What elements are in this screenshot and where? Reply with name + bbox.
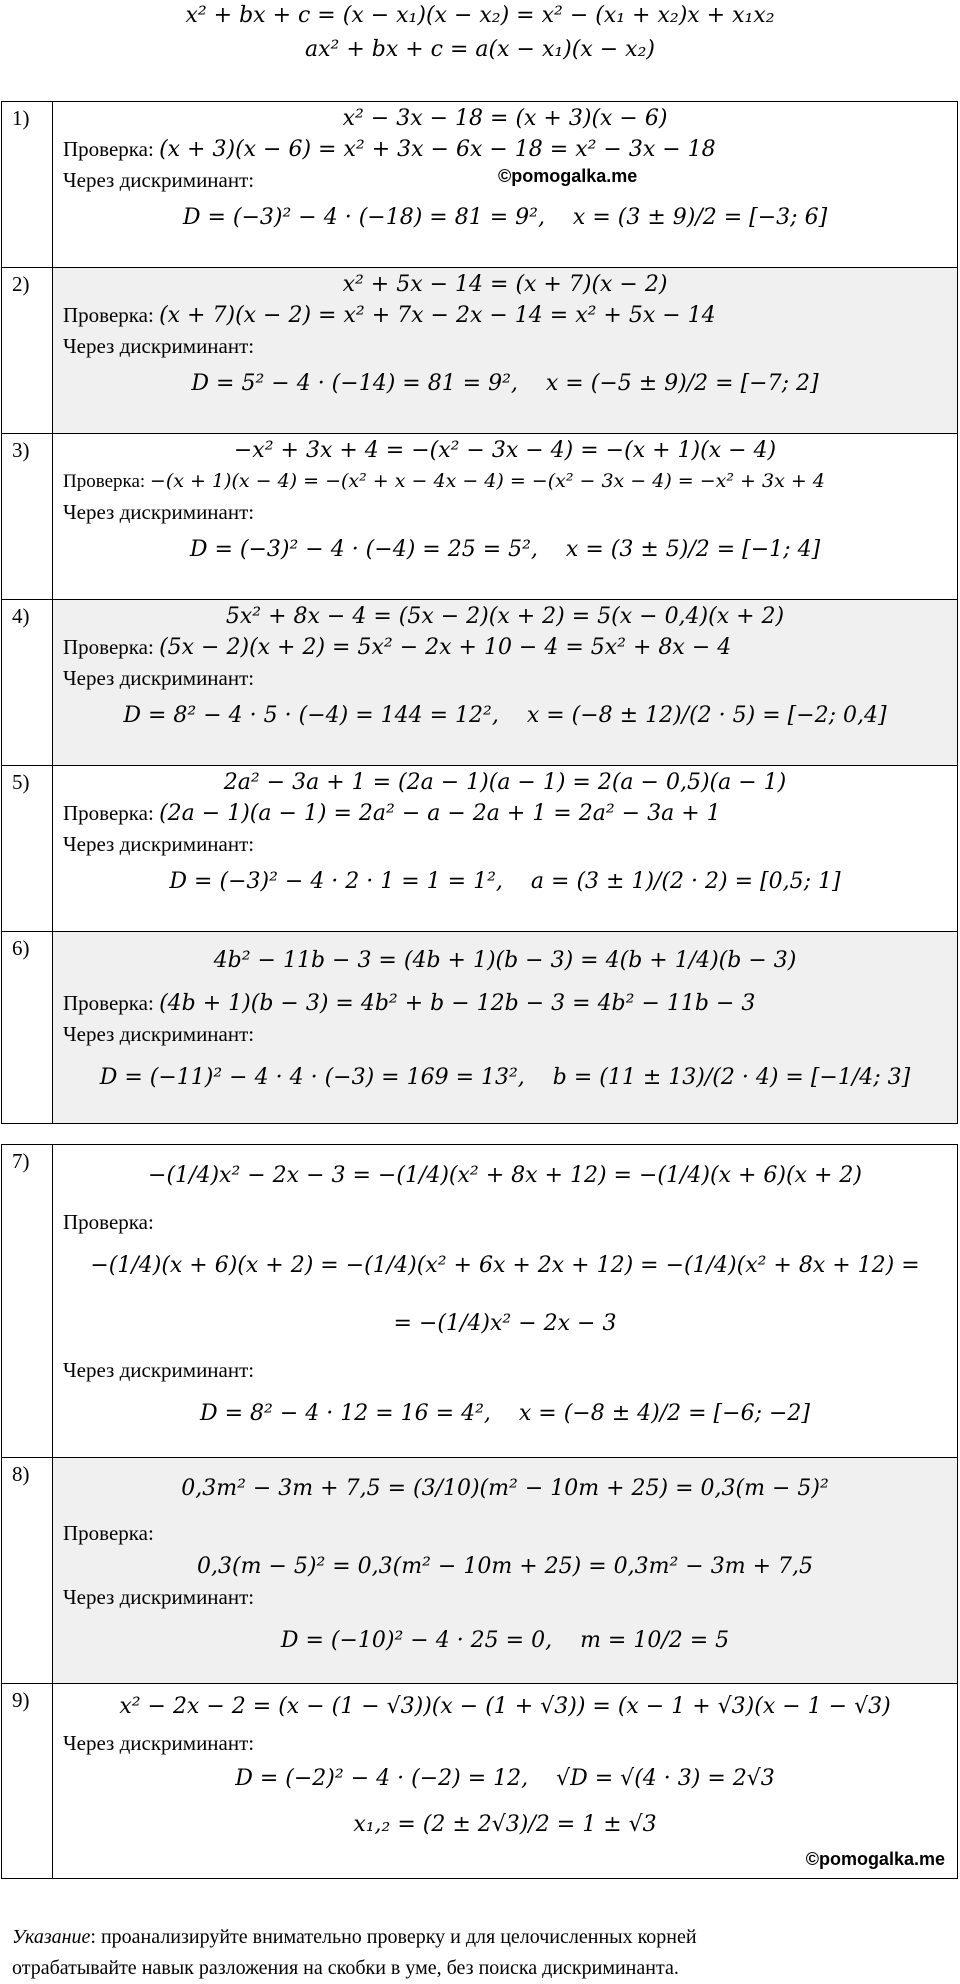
disc-label: Через дискриминант:: [63, 1358, 255, 1382]
check-expr: −(x + 1)(x − 4) = −(x² + x − 4x − 4) = −(x² − 3x − 4) = −x² + 3x + 4: [149, 470, 825, 492]
check-label: Проверка:: [63, 137, 154, 161]
solution-expr: x₁,₂ = (2 ± 2√3)/2 = 1 ± √3: [353, 1812, 657, 1837]
watermark: ©pomogalka.me: [805, 1849, 945, 1869]
check-expr: (x + 7)(x − 2) = x² + 7x − 2x − 14 = x² + 5x − 14: [159, 303, 716, 328]
problem-number: 4): [2, 600, 53, 766]
problem-main: 2a² − 3a + 1 = (2a − 1)(a − 1) = 2(a − 0,5)(a − 1): [223, 770, 787, 795]
problem-row-6: [2, 932, 958, 1124]
problem-row-4: [2, 600, 958, 766]
check-expr: (2a − 1)(a − 1) = 2a² − a − 2a + 1 = 2a² − 3a + 1: [159, 801, 721, 826]
solution-expr: m = 10/2 = 5: [580, 1628, 730, 1653]
problem-number: 2): [2, 268, 53, 434]
disc-expr: D = 8² − 4 · 12 = 16 = 4²,: [199, 1401, 491, 1426]
note-text-2: отрабатывайте навык разложения на скобки в уме, без поиска дискриминанта.: [12, 1957, 679, 1979]
solution-expr: a = (3 ± 1)/(2 · 2) = [0,5; 1]: [530, 869, 841, 894]
problem-number: 3): [2, 434, 53, 600]
solution-expr: x = (3 ± 5)/2 = [−1; 4]: [565, 537, 821, 562]
disc-label: Через дискриминант:: [63, 832, 255, 856]
problem-row-9: [2, 1684, 958, 1879]
disc-expr: D = (−11)² − 4 · 4 · (−3) = 169 = 13²,: [99, 1065, 525, 1090]
check-label: Проверка:: [63, 1521, 154, 1545]
problem-main: 0,3m² − 3m + 7,5 = (3/10)(m² − 10m + 25) = 0,3(m − 5)²: [181, 1476, 829, 1501]
problem-row-7: [2, 1145, 958, 1458]
problem-main: x² + 5x − 14 = (x + 7)(x − 2): [342, 272, 668, 297]
disc-label: Через дискриминант:: [63, 500, 255, 524]
problem-main: 5x² + 8x − 4 = (5x − 2)(x + 2) = 5(x − 0,4)(x + 2): [225, 604, 785, 629]
check-label: Проверка:: [63, 801, 154, 825]
check-label: Проверка:: [63, 303, 154, 327]
problem-row-3: [2, 434, 958, 600]
problem-main: 4b² − 11b − 3 = (4b + 1)(b − 3) = 4(b + 1/4)(b − 3): [213, 948, 797, 973]
footer-note: [12, 1922, 697, 1984]
problem-number: 1): [2, 102, 53, 268]
solution-expr: x = (−8 ± 12)/(2 · 5) = [−2; 0,4]: [526, 703, 887, 728]
problem-number: 6): [2, 932, 53, 1124]
problem-main: x² − 3x − 18 = (x + 3)(x − 6): [342, 106, 668, 131]
problem-number: 8): [2, 1458, 53, 1684]
solution-expr: x = (−8 ± 4)/2 = [−6; −2]: [518, 1401, 810, 1426]
disc-expr: D = (−2)² − 4 · (−2) = 12,: [235, 1766, 529, 1791]
disc-label: Через дискриминант:: [63, 1022, 255, 1046]
note-label: Указание: [12, 1926, 91, 1948]
check-label: Проверка:: [63, 635, 154, 659]
check-expr-cont: = −(1/4)x² − 2x − 3: [393, 1311, 617, 1336]
problem-number: 9): [2, 1684, 53, 1879]
problem-main: −(1/4)x² − 2x − 3 = −(1/4)(x² + 8x + 12) = −(1/4)(x + 6)(x + 2): [148, 1163, 862, 1188]
problem-main: −x² + 3x + 4 = −(x² − 3x − 4) = −(x + 1)(x − 4): [233, 438, 777, 463]
problems-table-1: [1, 101, 958, 1124]
check-label: Проверка:: [63, 991, 154, 1015]
solution-expr: x = (−5 ± 9)/2 = [−7; 2]: [545, 371, 819, 396]
disc-label: Через дискриминант:: [63, 666, 255, 690]
header-formula-1: x² + bx + c = (x − x₁)(x − x₂) = x² − (x₁ + x₂)x + x₁x₂: [185, 3, 775, 28]
disc-expr: D = 8² − 4 · 5 · (−4) = 144 = 12²,: [123, 703, 499, 728]
watermark: ©pomogalka.me: [498, 166, 638, 186]
check-expr: −(1/4)(x + 6)(x + 2) = −(1/4)(x² + 6x + 2x + 12) = −(1/4)(x² + 8x + 12) =: [90, 1253, 920, 1278]
disc-label: Через дискриминант:: [63, 1585, 255, 1609]
solution-expr: b = (11 ± 13)/(2 · 4) = [−1/4; 3]: [552, 1065, 911, 1090]
note-text: : проанализируйте внимательно проверку и для целочисленных корней: [90, 1926, 697, 1948]
disc-expr: D = (−10)² − 4 · 25 = 0,: [280, 1628, 553, 1653]
problem-number: 7): [2, 1145, 53, 1458]
problem-row-5: [2, 766, 958, 932]
header-formula-2: ax² + bx + c = a(x − x₁)(x − x₂): [305, 37, 655, 62]
check-expr: (5x − 2)(x + 2) = 5x² − 2x + 10 − 4 = 5x² + 8x − 4: [159, 635, 732, 660]
check-expr: 0,3(m − 5)² = 0,3(m² − 10m + 25) = 0,3m² − 3m + 7,5: [197, 1554, 813, 1579]
problem-number: 5): [2, 766, 53, 932]
disc-label: Через дискриминант:: [63, 334, 255, 358]
disc-expr: D = 5² − 4 · (−14) = 81 = 9²,: [191, 371, 518, 396]
problem-row-1: [2, 102, 958, 268]
sqrt-expr: √D = √(4 · 3) = 2√3: [556, 1766, 775, 1791]
solution-expr: x = (3 ± 9)/2 = [−3; 6]: [572, 205, 828, 230]
check-label: Проверка:: [63, 471, 146, 492]
disc-expr: D = (−3)² − 4 · 2 · 1 = 1 = 1²,: [169, 869, 503, 894]
disc-expr: D = (−3)² − 4 · (−4) = 25 = 5²,: [189, 537, 538, 562]
disc-expr: D = (−3)² − 4 · (−18) = 81 = 9²,: [182, 205, 545, 230]
check-expr: (x + 3)(x − 6) = x² + 3x − 6x − 18 = x² − 3x − 18: [159, 137, 716, 162]
check-expr: (4b + 1)(b − 3) = 4b² + b − 12b − 3 = 4b² − 11b − 3: [159, 991, 756, 1016]
problems-table-2: [1, 1144, 958, 1879]
check-label: Проверка:: [63, 1210, 154, 1234]
problem-row-2: [2, 268, 958, 434]
problem-main: x² − 2x − 2 = (x − (1 − √3))(x − (1 + √3)) = (x − 1 + √3)(x − 1 − √3): [119, 1694, 891, 1719]
problem-row-8: [2, 1458, 958, 1684]
disc-label: Через дискриминант:: [63, 1731, 255, 1755]
disc-label: Через дискриминант:: [63, 168, 255, 192]
